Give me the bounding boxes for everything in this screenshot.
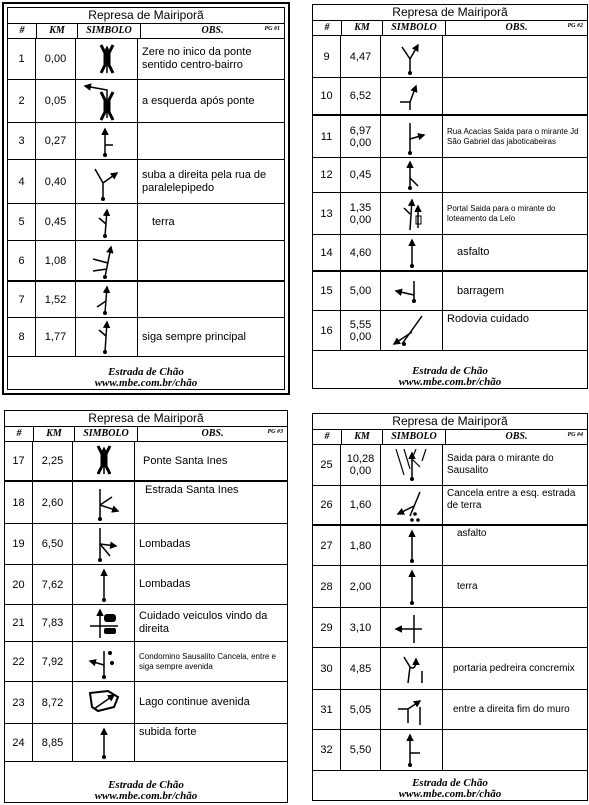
row-obs (443, 78, 587, 114)
tulip-symbol (381, 193, 443, 234)
curve-right-icon (382, 649, 442, 689)
row-number: 29 (313, 608, 341, 647)
row-obs (443, 730, 587, 770)
table-row (8, 204, 284, 241)
junction-right-icon (74, 524, 134, 564)
tulip-symbol (381, 272, 443, 310)
row-number: 11 (313, 116, 341, 157)
row-obs: Portal Saida para o mirante do loteamento da Lelo (447, 203, 556, 223)
tulip-symbol (73, 605, 135, 641)
row-obs: Condomino Sausalito Cancela, entre e siga sempre avenida (139, 651, 276, 671)
card-footer (5, 780, 287, 802)
row-number: 5 (8, 204, 36, 240)
row-obs: Lombadas (139, 537, 191, 550)
row-km: 0,45 (341, 158, 381, 192)
tulip-symbol (76, 39, 138, 79)
straight-right-branch-icon (382, 117, 442, 157)
row-km: 0,45 (36, 204, 76, 240)
row-obs: terra (152, 215, 175, 228)
tulip-symbol (381, 608, 443, 647)
tulip-symbol (381, 566, 443, 607)
table-row (313, 193, 587, 235)
header-num: # (313, 430, 342, 444)
row-number: 3 (8, 123, 36, 159)
bridge-left-icon (77, 80, 137, 122)
card-title: Represa de Mairiporã (8, 8, 284, 24)
table-header (5, 427, 287, 442)
tulip-symbol (76, 80, 138, 122)
tulip-symbol (73, 482, 135, 523)
row-km: 4,47 (341, 36, 381, 77)
row-obs (138, 123, 284, 159)
lookout-exit-icon (382, 445, 442, 485)
row-km: 4,85 (341, 648, 381, 689)
row-number: 16 (313, 311, 341, 350)
roadbook-card-1 (2, 2, 290, 395)
tulip-symbol (73, 682, 135, 723)
row-km: 1,08 (36, 241, 76, 280)
row-number: 2 (8, 80, 36, 122)
diagonal-left-icon (382, 312, 442, 350)
header-km: KM (342, 21, 383, 35)
row-km: 1,60 (341, 486, 381, 524)
page-number: PG #1 (264, 26, 280, 32)
row-number: 9 (313, 36, 341, 77)
row-km: 8,85 (33, 724, 73, 761)
row-km: 6,97 0,00 (341, 116, 381, 157)
row-obs: a esquerda após ponte (142, 94, 255, 107)
tulip-symbol (381, 235, 443, 270)
footer-url: www.mbe.com.br/chão (94, 377, 198, 389)
gate-left-icon (382, 486, 442, 524)
tulip-symbol (381, 445, 443, 485)
tulip-symbol (381, 78, 443, 114)
table-row (5, 682, 287, 724)
straight-arrow-icon (382, 567, 442, 607)
table-header (313, 21, 587, 36)
straight-arrow-icon (382, 236, 442, 270)
row-obs (443, 158, 587, 192)
row-number: 7 (8, 282, 36, 317)
row-obs: Ponte Santa Ines (143, 454, 228, 467)
row-number: 13 (313, 193, 341, 234)
card-footer (313, 366, 587, 388)
caution-vehicle-icon (74, 606, 134, 640)
row-number: 10 (313, 78, 341, 114)
tulip-symbol (73, 565, 135, 604)
tulip-symbol (76, 160, 138, 203)
tulip-symbol (381, 116, 443, 157)
table-row (313, 648, 587, 690)
header-km: KM (342, 430, 383, 444)
straight-left-branch-icon (382, 158, 442, 192)
tulip-symbol (76, 204, 138, 240)
row-km: 10,28 0,00 (341, 445, 381, 485)
table-row (5, 642, 287, 682)
tulip-symbol (381, 36, 443, 77)
page-number: PG #4 (567, 432, 583, 438)
header-symbol: SIMBOLO (75, 427, 138, 441)
fork-right-icon (382, 37, 442, 77)
tulip-symbol (381, 486, 443, 524)
card-footer (8, 367, 284, 389)
row-km: 5,55 0,00 (341, 311, 381, 350)
row-number: 25 (313, 445, 341, 485)
footer-title: Estrada de Chão (108, 366, 184, 378)
table-row (313, 116, 587, 158)
row-km: 6,52 (341, 78, 381, 114)
table-row (313, 730, 587, 771)
row-km: 2,00 (341, 566, 381, 607)
turn-left-icon (382, 609, 442, 647)
straight-right-branch-icon (382, 731, 442, 769)
row-km: 8,72 (33, 682, 73, 723)
table-row (313, 158, 587, 193)
table-row (313, 78, 587, 116)
row-number: 4 (8, 160, 36, 203)
row-km: 1,52 (36, 282, 76, 317)
row-km: 1,35 0,00 (341, 193, 381, 234)
table-row (8, 318, 284, 357)
header-num: # (5, 427, 34, 441)
row-number: 31 (313, 690, 341, 729)
header-obs: OBS. PG #3 (201, 428, 283, 439)
row-number: 28 (313, 566, 341, 607)
row-km: 2,60 (33, 482, 73, 523)
row-obs: Saida para o mirante do Sausalito (447, 453, 554, 476)
tulip-symbol (381, 311, 443, 350)
table-row (5, 605, 287, 642)
row-obs: Estrada Santa Ines (145, 484, 239, 496)
turn-left-icon (382, 273, 442, 309)
tulip-symbol (73, 642, 135, 681)
row-obs: asfalto (457, 528, 487, 539)
row-obs (138, 241, 284, 280)
straight-left-branch-icon (77, 204, 137, 240)
left-then-up-icon (382, 78, 442, 114)
table-row (313, 690, 587, 730)
card-title: Represa de Mairiporã (5, 411, 287, 427)
table-row (313, 566, 587, 608)
tulip-symbol (73, 524, 135, 564)
turn-right-icon (74, 483, 134, 523)
table-row (8, 241, 284, 282)
footer-url: www.mbe.com.br/chão (94, 790, 198, 802)
roadbook-card-2 (312, 4, 588, 389)
header-obs: OBS. PG #2 (505, 22, 583, 33)
table-row (8, 39, 284, 80)
row-obs: terra (457, 580, 478, 592)
row-km: 7,62 (33, 565, 73, 604)
tulip-symbol (76, 282, 138, 317)
header-num: # (8, 24, 37, 38)
table-row (313, 445, 587, 486)
header-obs: OBS. PG #4 (505, 431, 583, 442)
row-number: 19 (5, 524, 33, 564)
table-row (8, 160, 284, 204)
header-km: KM (34, 427, 75, 441)
header-km: KM (37, 24, 78, 38)
row-km: 0,40 (36, 160, 76, 203)
row-number: 27 (313, 526, 341, 565)
straight-left-branch-icon (77, 283, 137, 317)
row-obs: Cancela entre a esq. estrada de terra (447, 488, 576, 511)
row-obs: Lago continue avenida (139, 696, 250, 708)
tulip-symbol (381, 690, 443, 729)
tulip-symbol (381, 730, 443, 770)
row-km: 1,77 (36, 318, 76, 356)
row-obs: Rodovia cuidado (447, 313, 529, 325)
footer-title: Estrada de Chão (412, 365, 488, 377)
row-obs: Cuidado veiculos vindo da direita (139, 610, 268, 635)
table-row (313, 235, 587, 272)
row-number: 17 (5, 442, 33, 480)
row-obs: subida forte (139, 726, 197, 738)
header-obs: OBS. PG #1 (201, 25, 280, 36)
roadbook-card-4 (312, 413, 588, 801)
row-number: 24 (5, 724, 33, 761)
gate-left-icon (74, 643, 134, 681)
row-number: 18 (5, 482, 33, 523)
row-number: 20 (5, 565, 33, 604)
row-obs (443, 36, 587, 77)
table-row (313, 608, 587, 648)
row-obs (138, 282, 284, 317)
row-obs: suba a direita pela rua de paralelepipedo (142, 168, 267, 194)
tulip-symbol (381, 648, 443, 689)
header-symbol: SIMBOLO (383, 430, 446, 444)
straight-arrow-icon (74, 566, 134, 604)
row-km: 5,00 (341, 272, 381, 310)
tulip-symbol (73, 442, 135, 480)
row-obs: portaria pedreira concremix (453, 662, 575, 674)
card-title: Represa de Mairiporã (313, 414, 587, 430)
page-number: PG #3 (267, 429, 283, 435)
table-row (8, 80, 284, 123)
row-km: 4,60 (341, 235, 381, 270)
table-header (313, 430, 587, 445)
row-km: 0,27 (36, 123, 76, 159)
row-number: 8 (8, 318, 36, 356)
row-number: 15 (313, 272, 341, 310)
row-number: 30 (313, 648, 341, 689)
table-row (313, 311, 587, 351)
bridge-icon (74, 442, 134, 480)
lake-icon (74, 683, 134, 723)
tulip-symbol (76, 241, 138, 280)
footer-title: Estrada de Chão (108, 779, 184, 791)
bridge-icon (77, 39, 137, 79)
portal-icon (382, 194, 442, 234)
table-row (5, 724, 287, 762)
table-row (313, 526, 587, 566)
page-number: PG #2 (567, 23, 583, 29)
row-number: 14 (313, 235, 341, 270)
row-number: 23 (5, 682, 33, 723)
multi-junction-icon (77, 241, 137, 281)
row-obs: Rua Acacias Saida para o mirante Jd São Gabriel das jaboticabeiras (447, 126, 579, 146)
table-row (313, 272, 587, 311)
card-title: Represa de Mairiporã (313, 5, 587, 21)
row-obs: barragem (457, 284, 505, 297)
footer-title: Estrada de Chão (412, 777, 488, 789)
header-symbol: SIMBOLO (78, 24, 141, 38)
straight-right-branch-icon (77, 123, 137, 159)
row-obs: entre a direita fim do muro (453, 703, 570, 715)
row-obs: Zere no inico da ponte sentido centro-bairro (142, 46, 252, 71)
row-number: 6 (8, 241, 36, 280)
tulip-symbol (76, 318, 138, 356)
header-symbol: SIMBOLO (383, 21, 446, 35)
row-km: 2,25 (33, 442, 73, 480)
row-km: 1,80 (341, 526, 381, 565)
footer-url: www.mbe.com.br/chão (398, 376, 502, 388)
row-obs: siga sempre principal (142, 330, 246, 343)
header-num: # (313, 21, 342, 35)
turn-right-icon (382, 691, 442, 729)
row-number: 1 (8, 39, 36, 79)
row-km: 3,10 (341, 608, 381, 647)
table-row (5, 482, 287, 524)
table-row (8, 282, 284, 318)
table-row (5, 524, 287, 565)
tulip-symbol (73, 724, 135, 761)
card-footer (313, 778, 587, 800)
row-km: 0,00 (36, 39, 76, 79)
table-header (8, 24, 284, 39)
row-km: 5,50 (341, 730, 381, 770)
row-number: 26 (313, 486, 341, 524)
table-row (5, 442, 287, 482)
row-km: 7,83 (33, 605, 73, 641)
roadbook-card-3 (4, 410, 288, 803)
row-number: 12 (313, 158, 341, 192)
straight-arrow-icon (382, 527, 442, 565)
table-row (5, 565, 287, 605)
table-row (8, 123, 284, 160)
tulip-symbol (381, 158, 443, 192)
straight-arrow-icon (74, 725, 134, 761)
straight-left-branch-icon (77, 318, 137, 356)
table-row (313, 36, 587, 78)
row-number: 21 (5, 605, 33, 641)
row-km: 5,05 (341, 690, 381, 729)
row-km: 0,05 (36, 80, 76, 122)
row-obs: asfalto (457, 246, 490, 258)
row-km: 6,50 (33, 524, 73, 564)
tulip-symbol (381, 526, 443, 565)
row-number: 22 (5, 642, 33, 681)
row-number: 32 (313, 730, 341, 770)
footer-url: www.mbe.com.br/chão (398, 788, 502, 800)
fork-right-icon (77, 161, 137, 203)
row-obs (443, 608, 587, 647)
table-row (313, 486, 587, 526)
row-km: 7,92 (33, 642, 73, 681)
row-obs: Lombadas (139, 578, 191, 590)
tulip-symbol (76, 123, 138, 159)
